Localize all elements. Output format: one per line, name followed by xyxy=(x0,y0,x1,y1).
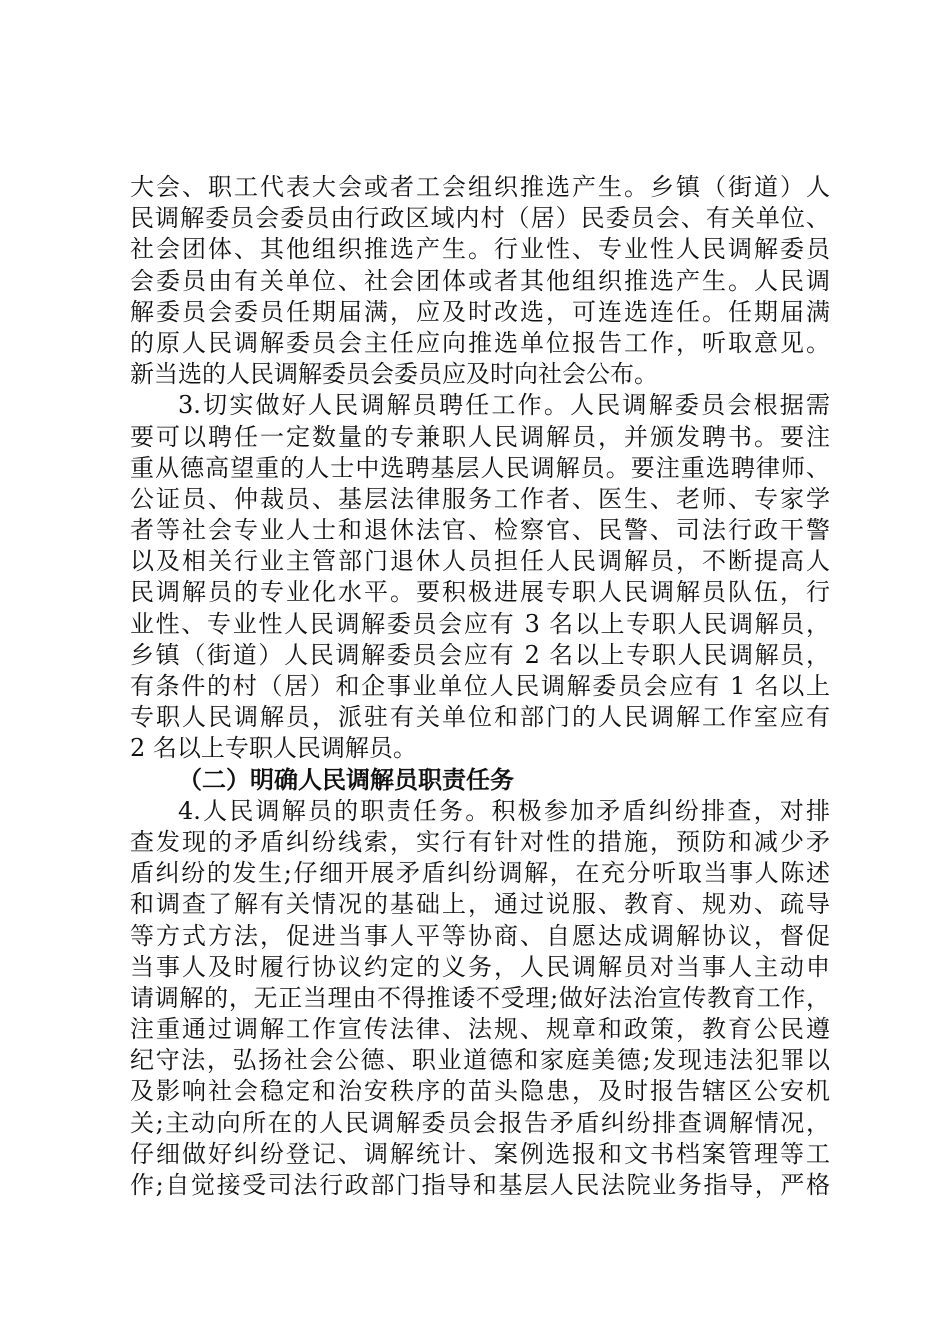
text-line: 4.人民调解员的职责任务。积极参加矛盾纠纷排查，对排 xyxy=(178,796,830,825)
text-line: 专职人民调解员，派驻有关单位和部门的人民调解工作室应有 xyxy=(130,703,830,732)
text-line: 民调解员的专业化水平。要积极进展专职人民调解员队伍，行 xyxy=(130,578,830,607)
text-line: 注重通过调解工作宣传法律、法规、规章和政策，教育公民遵 xyxy=(130,1015,830,1044)
section-heading: （二）明确人民调解员职责任务 xyxy=(178,765,514,794)
text-line: 纪守法，弘扬社会公德、职业道德和家庭美德;发现违法犯罪以 xyxy=(130,1046,830,1075)
text-line: 业性、专业性人民调解委员会应有 3 名以上专职人民调解员， xyxy=(130,609,830,638)
text-line: 以及相关行业主管部门退休人员担任人民调解员，不断提高人 xyxy=(130,547,830,576)
text-line: 盾纠纷的发生;仔细开展矛盾纠纷调解，在充分听取当事人陈述 xyxy=(130,859,830,888)
text-line: 要可以聘任一定数量的专兼职人民调解员，并颁发聘书。要注 xyxy=(130,422,830,451)
text-line: 及影响社会稳定和治安秩序的苗头隐患，及时报告辖区公安机 xyxy=(130,1077,830,1106)
text-line: 有条件的村（居）和企事业单位人民调解委员会应有 1 名以上 xyxy=(130,672,830,700)
text-line: 的原人民调解委员会主任应向推选单位报告工作，听取意见。 xyxy=(130,328,830,357)
text-line: 新当选的人民调解委员会委员应及时向社会公布。 xyxy=(130,360,658,389)
text-line: 重从德高望重的人士中选聘基层人民调解员。要注重选聘律师、 xyxy=(130,453,830,482)
document-body xyxy=(130,172,830,1201)
text-line: 关;主动向所在的人民调解委员会报告矛盾纠纷排查调解情况， xyxy=(130,1108,830,1137)
text-line: 者等社会专业人士和退休法官、检察官、民警、司法行政干警 xyxy=(130,516,830,545)
paragraph-3 xyxy=(130,796,830,1201)
text-line: 解委员会委员任期届满，应及时改选，可连选连任。任期届满 xyxy=(130,297,830,326)
text-line: 等方式方法，促进当事人平等协商、自愿达成调解协议，督促 xyxy=(130,921,830,950)
text-line: 请调解的，无正当理由不得推诿不受理;做好法治宣传教育工作， xyxy=(130,983,830,1012)
text-line: 民调解委员会委员由行政区域内村（居）民委员会、有关单位、 xyxy=(130,204,830,233)
text-line: 和调查了解有关情况的基础上，通过说服、教育、规劝、疏导 xyxy=(130,890,830,919)
text-line: 查发现的矛盾纠纷线索，实行有针对性的措施，预防和减少矛 xyxy=(130,827,830,856)
text-line: 乡镇（街道）人民调解委员会应有 2 名以上专职人民调解员， xyxy=(130,640,830,669)
text-line: 当事人及时履行协议约定的义务，人民调解员对当事人主动申 xyxy=(130,952,830,981)
text-line: 2 名以上专职人民调解员。 xyxy=(130,734,417,763)
text-line: 仔细做好纠纷登记、调解统计、案例选报和文书档案管理等工 xyxy=(130,1139,830,1168)
text-line: 公证员、仲裁员、基层法律服务工作者、医生、老师、专家学 xyxy=(130,484,830,513)
text-line: 社会团体、其他组织推选产生。行业性、专业性人民调解委员 xyxy=(130,235,830,264)
text-line: 3.切实做好人民调解员聘任工作。人民调解委员会根据需 xyxy=(178,391,830,420)
text-line: 会委员由有关单位、社会团体或者其他组织推选产生。人民调 xyxy=(130,266,830,295)
paragraph-2 xyxy=(130,390,830,764)
text-line: 作;自觉接受司法行政部门指导和基层人民法院业务指导，严格 xyxy=(130,1171,830,1199)
paragraph-1 xyxy=(130,172,830,390)
text-line: 大会、职工代表大会或者工会组织推选产生。乡镇（街道）人 xyxy=(130,173,830,201)
